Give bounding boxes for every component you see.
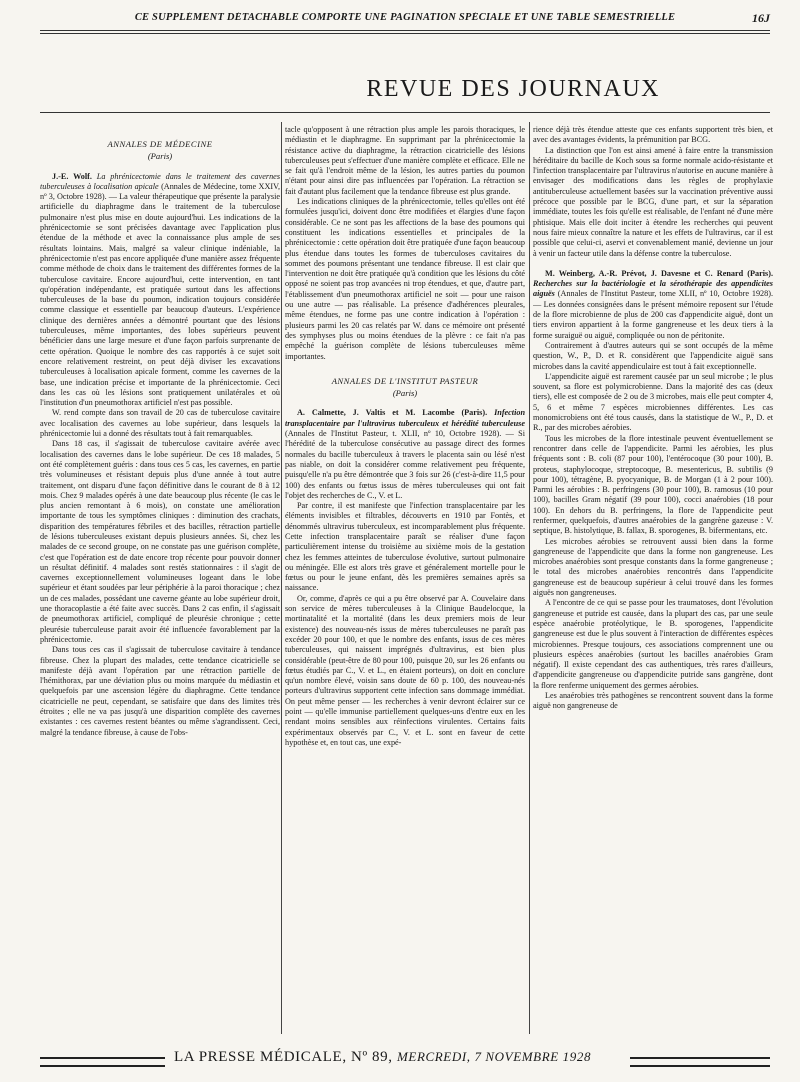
article-weinberg [533,269,773,341]
page-title: REVUE DES JOURNAUX [366,76,660,102]
section-location: (Paris) [147,151,173,162]
article-author: A. Calmette, J. Valtis et M. Lacombe (Paris). [297,408,488,418]
column-1 [40,135,280,1033]
column-2 [285,125,525,1033]
paragraph: Les anaérobies très pathogènes se rencontrent souvent dans la forme aiguë non gangreneuse de [533,691,773,711]
article-body: (Annales de l'Institut Pasteur, t. XLII, nº 10, Octobre 1928). — Si l'hérédité de la tuberculose consécutive au passage direct des formes normales du bacille tuberculeux à travers le placenta sain ou lésé n'est pas niable, on doit la considérer comme relativement peu fréquente, puisqu'elle n'a pu être démontrée que 3 fois sur 26 (c'est-à-dire 11,5 pour 100) des enfants ou fœtus issus de mères tuberculeuses qui ont fait l'objet des recherches de C., V. et L. [285,429,525,500]
article-author: J.-E. Wolf. [52,171,92,181]
header-rule-bottom [40,33,770,34]
section-location: (Paris) [392,388,418,399]
supplement-notice: CE SUPPLÉMENT DÉTACHABLE COMPORTE UNE PAGINATION SPÉCIALE ET UNE TABLE SEMESTRIELLE [134,12,676,23]
article-title: La phrénicectomie dans le traitement des cavernes tuberculeuses à localisation apicale [40,171,280,191]
paragraph: Dans 18 cas, il s'agissait de tuberculose cavitaire avérée avec localisation des cavernes dans le lobe supérieur. De ces 18 malades, 5 ont été complètement guéris : dans tous ces 5 cas, les cavernes, en partie très volumineuses et résistant depuis plus d'une année à tout autre traitement, ont disparu d'une façon définitive dans le courant de 8 à 12 mois. Chez 9 malades opérés à une date beaucoup plus récente (le cas le plus ancien remontant à 6 mois), on constate une amélioration importante de tous les symptômes cliniques : diminution des crachats, disparition des températures fébriles et des bacilles, rétraction partielle de lésions tuberculeuses existant depuis plusieurs années. Si, chez les malades de ce second groupe, on ne constate pas une guérison complète, c'est que l'opération est de date encore trop récente pour pouvoir donner un résultat définitif. 4 malades sont restés stationnaires : il s'agit de cavernes exceptionnellement volumineuses logeant dans le lobe supérieur et étant soudées par leur périphérie à la paroi thoracique ; chez un de ces malades, possédant une caverne géante au lobe supérieur droit, une thoracoplastie a été faite avec succès. Dans 2 cas enfin, il s'agissait de pneumothorax artificiel, compliqué de pleurésie chronique ; cette pleurésie tuberculeuse parait avoir été influencée favorablement par la phrénicectomie. [40,439,280,644]
running-header [40,10,770,30]
paragraph: Par contre, il est manifeste que l'infection transplacentaire par les éléments invisibles et filtrables, découverts en 1910 par Fontès, et dénommés ultravirus tuberculeux, est incomparablement plus fréquente. Cette infection transplacentaire paraît se réaliser d'une façon particulièrement intense du troisième au sixième mois de la gestation chez les femmes atteintes de tuberculose évolutive, surtout pulmonaire ou méningée. Elle est alors très grave et généralement mortelle pour le fœtus ou pour le jeune enfant, dès les premières semaines après sa naissance. [285,501,525,593]
footer-rule-right [630,1057,770,1067]
footer-text [170,1049,595,1066]
article-wolf [40,172,280,409]
title-rule [40,112,770,113]
article-calmette [285,408,525,501]
paragraph: W. rend compte dans son travail de 20 cas de tuberculose cavitaire avec localisation des cavernes au lobe supérieur, dans lesquels la phrénicectomie lui a donné des résultats tout à fait remarquables. [40,408,280,439]
paragraph: Contrairement à d'autres auteurs qui se sont occupés de la même question, W., P., D. et R. considèrent que l'appendicite aiguë sans microbes dans la cavité appendiculaire est tout à fait exceptionnelle. [533,340,773,371]
paragraph: Or, comme, d'après ce qui a pu être observé par A. Couvelaire dans son service de mères tuberculeuses à la Clinique Baudelocque, la mortinatalité et la mortalité (dans les deux premiers mois de leur existence) des nouveau-nés issus de mères tuberculeuses ne paraît pas excéder 20 pour 100, et que le nombre des enfants, issus de ces mères tuberculeuses, qui naissent imprégnés d'ultravirus, est bien plus considérable (peut-être de 80 pour 100, puisque 20, sur les 26 enfants ou fœtus étudiés par C., V. et L., en étaient porteurs), on doit en conclure qu'un nombre élevé, voisin sans doute de 60 p. 100, des nouveau-nés porteurs d'ultravirus supportent cette infection sans dommage immédiat. On peut même penser — les recherches à venir devront éclairer sur ce point — qu'elle immunise partiellement quelques-uns d'entre eux en les rendant moins sensibles aux réinfections virulentes. Certains faits expérimentaux observés par C., V. et L. sont en faveur de cette hypothèse et, en tout cas, une expé- [285,593,525,747]
paragraph: L'appendicite aiguë est rarement causée par un seul microbe ; le plus souvent, sa flore est polymicrobienne. Dans la majorité des cas (deux tiers), elle est composée de 2 ou de 3 microbes, mais elle peut compter 4, 5, 6 et même 7 espèces microbiennes différentes. Les cas monomicrobiens ont été tous causés, dans la statistique de W., P., D. et R., par des microbes aérobies. [533,371,773,433]
paragraph: Tous les microbes de la flore intestinale peuvent éventuellement se rencontrer dans celle de l'appendicite. Parmi les aérobies, les plus fréquents sont : B. coli (87 pour 100), l'entérocoque (30 pour 100), B. proteus, staphylocoque, streptocoque, B. mesentericus, B. subtilis (9 pour 100), tétragène, B. pyocyanique, B. de Morgan (1 à 2 pour 100). Parmi les aérobies : B. perfringens (30 pour 100), B. ramosus (10 pour 100), bacilles Gram négatif (39 pour 100), cocci anaérobies (18 pour 100). En dehors du B. perfringens, la flore de l'appendicite peut renfermer, quelquefois, d'autres anaérobies de la gangrène gazeuse : V. septique, B. histolytique, B. fallax, B. sporogenes, B. bifermentans, etc. [533,433,773,536]
footer-rule-left [40,1057,165,1067]
paragraph: A l'encontre de ce qui se passe pour les traumatoses, dont l'évolution gangreneuse et putride est causée, dans la plupart des cas, par une seule espèce anaérobie protéolytique, le B. sporogenes, l'appendicite gangreneuse est due le plus souvent à l'interaction de différentes espèces microbiennes. Presque toujours, ces associations comprennent une ou plusieurs espèces anaérobies (surtout les bacilles anaérobies Gram négatif). Il existe cependant des cas authentiques, très rares d'ailleurs, d'appendicite gangreneuse ou d'appendicite putride sans gangrène, dont la flore renferme uniquement des germes aérobies. [533,598,773,690]
running-footer [40,1049,770,1073]
section-annales-medecine: ANNALES DE MÉDECINE [107,139,213,149]
header-rule-top [40,30,770,31]
paragraph: rience déjà très étendue atteste que ces enfants supportent très bien, et avec des avantages évidents, la prémunition par BCG. [533,125,773,145]
paragraph: Dans tous ces cas il s'agissait de tuberculose cavitaire à tendance fibreuse. Chez la plupart des malades, cette tendance cicatricielle se manifeste déjà avant l'opération par une rétraction partielle de l'hémithorax, par une déviation plus ou moins marquée du médiastin et quelquefois par une ascension légère du diaphragme. Cette tendance cicatricielle ne peut, cependant, se satisfaire que dans des limites très étroites ; elle ne va pas jusqu'à une disparition complète des cavernes existantes : ces cavernes restent béantes ou même s'agrandissent. Ceci, malgré la tendance fibreuse, à cause de l'obs- [40,645,280,737]
article-author: M. Weinberg, A.-R. Prévot, J. Davesne et C. Renard (Paris). [545,268,773,278]
page-number: 16J [752,11,770,25]
article-body: (Annales de Médecine, tome XXIV, nº 3, Octobre 1928). — La valeur thérapeutique que présente la paralysie artificielle du diaphragme dans le traitement de la tuberculose pulmonaire n'est plus mise en doute aujourd'hui. Les indications de la phrénicectomie se sont précisées davantage avec l'application plus étendue de la méthode et avec la connaissance plus ample de ses résultats lointains. Mais, malgré sa valeur clinique indéniable, la phrénicectomie n'est pas encore appliquée d'une manière assez fréquente comme méthode de choix dans le traitement des différentes formes de la tuberculose cavitaire. Encore aujourd'hui, cette intervention, en tant qu'opération indépendante, est pratiquée surtout dans les affections tuberculeuses de la base du poumon, indication toujours considérée comme classique et essentielle par beaucoup d'auteurs. L'expérience clinique des dernières années a démontré pourtant que des lésions tuberculeuses, même importantes, des lobes supérieurs peuvent bénéficier dans une large mesure et d'une façon parfois surprenante de cette opération. Quoique le nombre des cas rapportés à ce sujet soit encore relativement restreint, on peut déjà diviser les excavations tuberculeuses à localisation apicale forment, comme les cavernes de la base, une indication précise et importante de la phrénicectomie. Ceci dans les cas où les lésions sont pratiquement unilatérales et où l'institution d'un pneumothorax artificiel n'est pas possible. [40,181,280,408]
paragraph: Les indications cliniques de la phrénicectomie, telles qu'elles ont été formulées jusqu'ici, doivent donc être modifiées et élargies d'une façon considérable. Ce ne sont pas les affections de la base des poumons qui constituent les indications essentielles et principales de la phrénicectomie : cette opération doit être pratiquée d'une façon beaucoup plus étendue dans toutes les formes de tuberculoses cavitaires du sommet des poumons présentant une tendance fibreuse. Il est clair que l'intervention ne doit être pratiquée qu'à condition que les lésions du côté opposé ne soient pas trop avancées ni trop étendues, et que, d'autre part, l'établissement d'un pneumothorax artificiel ne soit — pour une raison ou une autre — pas réalisable. La présence d'adhérences pleurales, même étendues, ne forme pas une contre indication à l'opération : plusieurs parmi les 20 cas relatés par W. dans ce mémoire ont présenté des symphyses plus ou moins étendues de la plèvre : ce fait n'a pas empêché la guérison complète de lésions tuberculeuses même importantes. [285,197,525,361]
column-divider-1 [281,122,282,1034]
article-title: Infection transplacentaire par l'ultravirus tuberculeux et hérédité tuberculeuse [285,408,525,428]
column-3 [533,125,773,1033]
article-title: Recherches sur la bactériologie et la sérothérapie des appendicites aiguës [533,279,773,299]
footer-date: MERCREDI, 7 NOVEMBRE 1928 [396,1049,592,1064]
paragraph: tacle qu'opposent à une rétraction plus ample les parois thoraciques, le médiastin et le diaphragme. En supprimant par la phrénicectomie la résistance active du diaphragme, la rétraction cicatricielle des lésions tuberculeuses peut s'effectuer d'une manière complète et efficace. Elle ne se fait qu'à l'endroit même de la lésion, les autres parties du poumon n'étant pour ainsi dire pas influencées par l'opération. La rétraction se fait d'autant plus facilement que la tendance fibreuse est plus grande. [285,125,525,196]
section-institut-pasteur: ANNALES DE L'INSTITUT PASTEUR [331,375,479,386]
paragraph: La distinction que l'on est ainsi amené à faire entre la transmission héréditaire du bacille de Koch sous sa forme normale acido-résistante et l'infection transplacentaire par l'ultravirus n'autorise en aucune manière à envisager des modifications dans les règles de prophylaxie antituberculeuse actuellement basées sur la vaccination préventive aussi précoce que possible par le BCG, d'une part, et sur la séparation immédiate, toutes les fois qu'elle est réalisable, de l'enfant né d'une mère phtisique. Mais elle doit inciter à étendre les recherches qui peuvent nous faire mieux connaître la nature et les effets de l'ultravirus, car il est possible que celui-ci, aservi et convenablement manié, devienne un jour à venir un facteur utile dans la défense contre la tuberculose. [533,145,773,258]
paragraph: Les microbes aérobies se retrouvent aussi bien dans la forme gangreneuse de l'appendicite que dans la forme non gangreneuse. Les microbes anaérobies sont presque constants dans la forme gangreneuse ; le total des microbes anaérobies rencontrés dans l'appendicite gangreneuse est de beaucoup supérieur à celui trouvé dans les formes aiguës non gangreneuses. [533,536,773,598]
article-body: (Annales de l'Institut Pasteur, tome XLII, nº 10, Octobre 1928). — Les données consignées dans le présent mémoire reposent sur l'étude de la flore microbienne de plus de 200 cas d'appendicite aiguë, dont un tiers environ appartient à la forme gangreneuse et les deux tiers à la forme suraiguë ou aiguë, compliquée ou non de péritonite. [533,289,773,340]
footer-journal: LA PRESSE MÉDICALE, Nº 89, [174,1049,393,1065]
column-divider-2 [529,122,530,1034]
